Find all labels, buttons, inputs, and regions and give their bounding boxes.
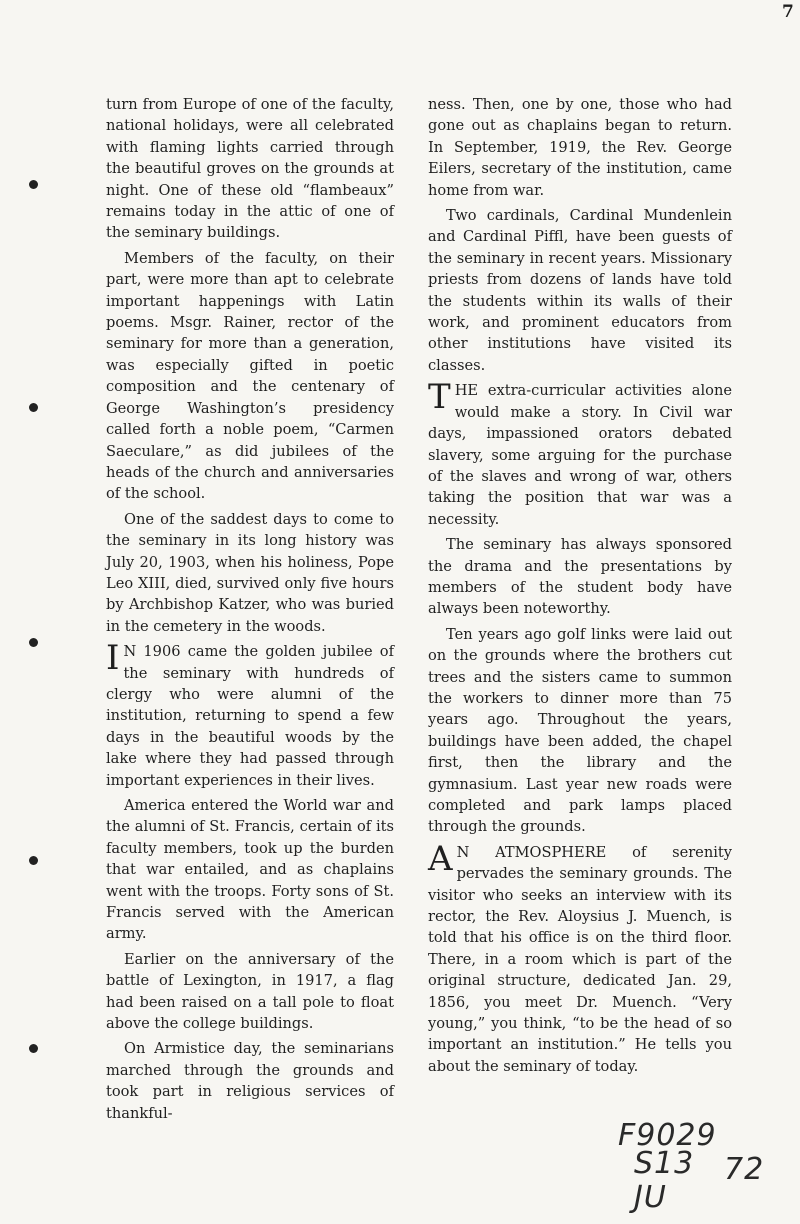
binding-hole-mark [29, 1044, 38, 1053]
page-number: 7 [782, 2, 794, 22]
right-column [428, 94, 732, 1077]
paragraph: America entered the World war and the alumni of St. Francis, certain of its faculty members, took up the burden that war entailed, and as chaplains went with the troops. Forty sons of St. Francis served with the American army. [106, 797, 394, 943]
paragraph: Ten years ago golf links were laid out on the grounds where the brothers cut trees and the sisters came to summon the workers to dinner more than 75 years ago. Throughout the years, buildings have been added, the chapel first, then the library and the gymnasium. Last year new roads were completed and park lamps placed through the grounds. [428, 625, 732, 836]
left-column [106, 94, 394, 1124]
binding-hole-mark [29, 638, 38, 647]
binding-hole-mark [29, 856, 38, 865]
handwritten-sub-number: S13 [634, 1146, 695, 1181]
paragraph: turn from Europe of one of the faculty, national holidays, were all celebrated with flaming lights carried through the beautiful groves on the grounds at night. One of these old “flambeaux” remains today in the attic of one of the seminary buildings. [106, 96, 394, 242]
section-paragraph: A N ATMOSPHERE of serenity pervades the seminary grounds. The visitor who seeks an interview with its rector, the Rev. Aloysius J. Muench, is told that his office is on the third floor. There, in a room which is part of the original structure, dedicated Jan. 29, 1856, you meet Dr. Muench. “Very young,” you think, “to be the head of so important an institution.” He tells you about the seminary of today. [428, 838, 732, 1075]
section-paragraph: THE extra-curricular activities alone would make a story. In Civil war days, impassioned orators debated slavery, some arguing for the purchase of the slaves and wrong of war, others taking the position that war was a necessity. [428, 377, 732, 528]
paragraph: One of the saddest days to come to the seminary in its long history was July 20, 1903, when his holiness, Pope Leo XIII, died, survived only five hours by Archbishop Katzer, who was buried in the cemetery in the woods. [106, 510, 394, 635]
handwritten-call-number: F9029 [618, 1118, 717, 1153]
handwritten-page-number: 72 [724, 1152, 765, 1187]
binding-hole-mark [29, 403, 38, 412]
handwritten-initials: JU [634, 1180, 667, 1215]
paragraph: The seminary has always sponsored the drama and the presentations by members of the student body have always been noteworthy. [428, 536, 732, 618]
section-paragraph: I N 1906 came the golden jubilee of the seminary with hundreds of clergy who were alumni of the institution, returning to spend a few days in the beautiful woods by the lake where they had passed through important experiences in their lives. [106, 638, 394, 789]
drop-cap: T [428, 377, 451, 418]
paragraph: On Armistice day, the seminarians marched through the grounds and took part in religious services of thankful- [106, 1040, 394, 1122]
paragraph: Members of the faculty, on their part, were more than apt to celebrate important happenings with Latin poems. Msgr. Rainer, rector of the seminary for more than a generation, was especially gifted in poetic composition and the centenary of George Washington’s presidency called forth a noble poem, “Carmen Saeculare,” as did jubilees of the heads of the church and anniversaries of the school. [106, 249, 394, 503]
binding-hole-mark [29, 180, 38, 189]
paragraph: Two cardinals, Cardinal Mundenlein and Cardinal Piffl, have been guests of the seminary in recent years. Missionary priests from dozens of lands have told the students within its walls of their work, and prominent educators from other institutions have visited its classes. [428, 207, 732, 374]
drop-cap: I [106, 638, 120, 679]
drop-cap: A [428, 838, 453, 879]
paragraph: Earlier on the anniversary of the battle of Lexington, in 1917, a flag had been raised on a tall pole to float above the college buildings. [106, 950, 394, 1033]
paragraph: ness. Then, one by one, those who had gone out as chaplains began to return. In September, 1919, the Rev. George Eilers, secretary of the institution, came home from war. [428, 96, 732, 199]
